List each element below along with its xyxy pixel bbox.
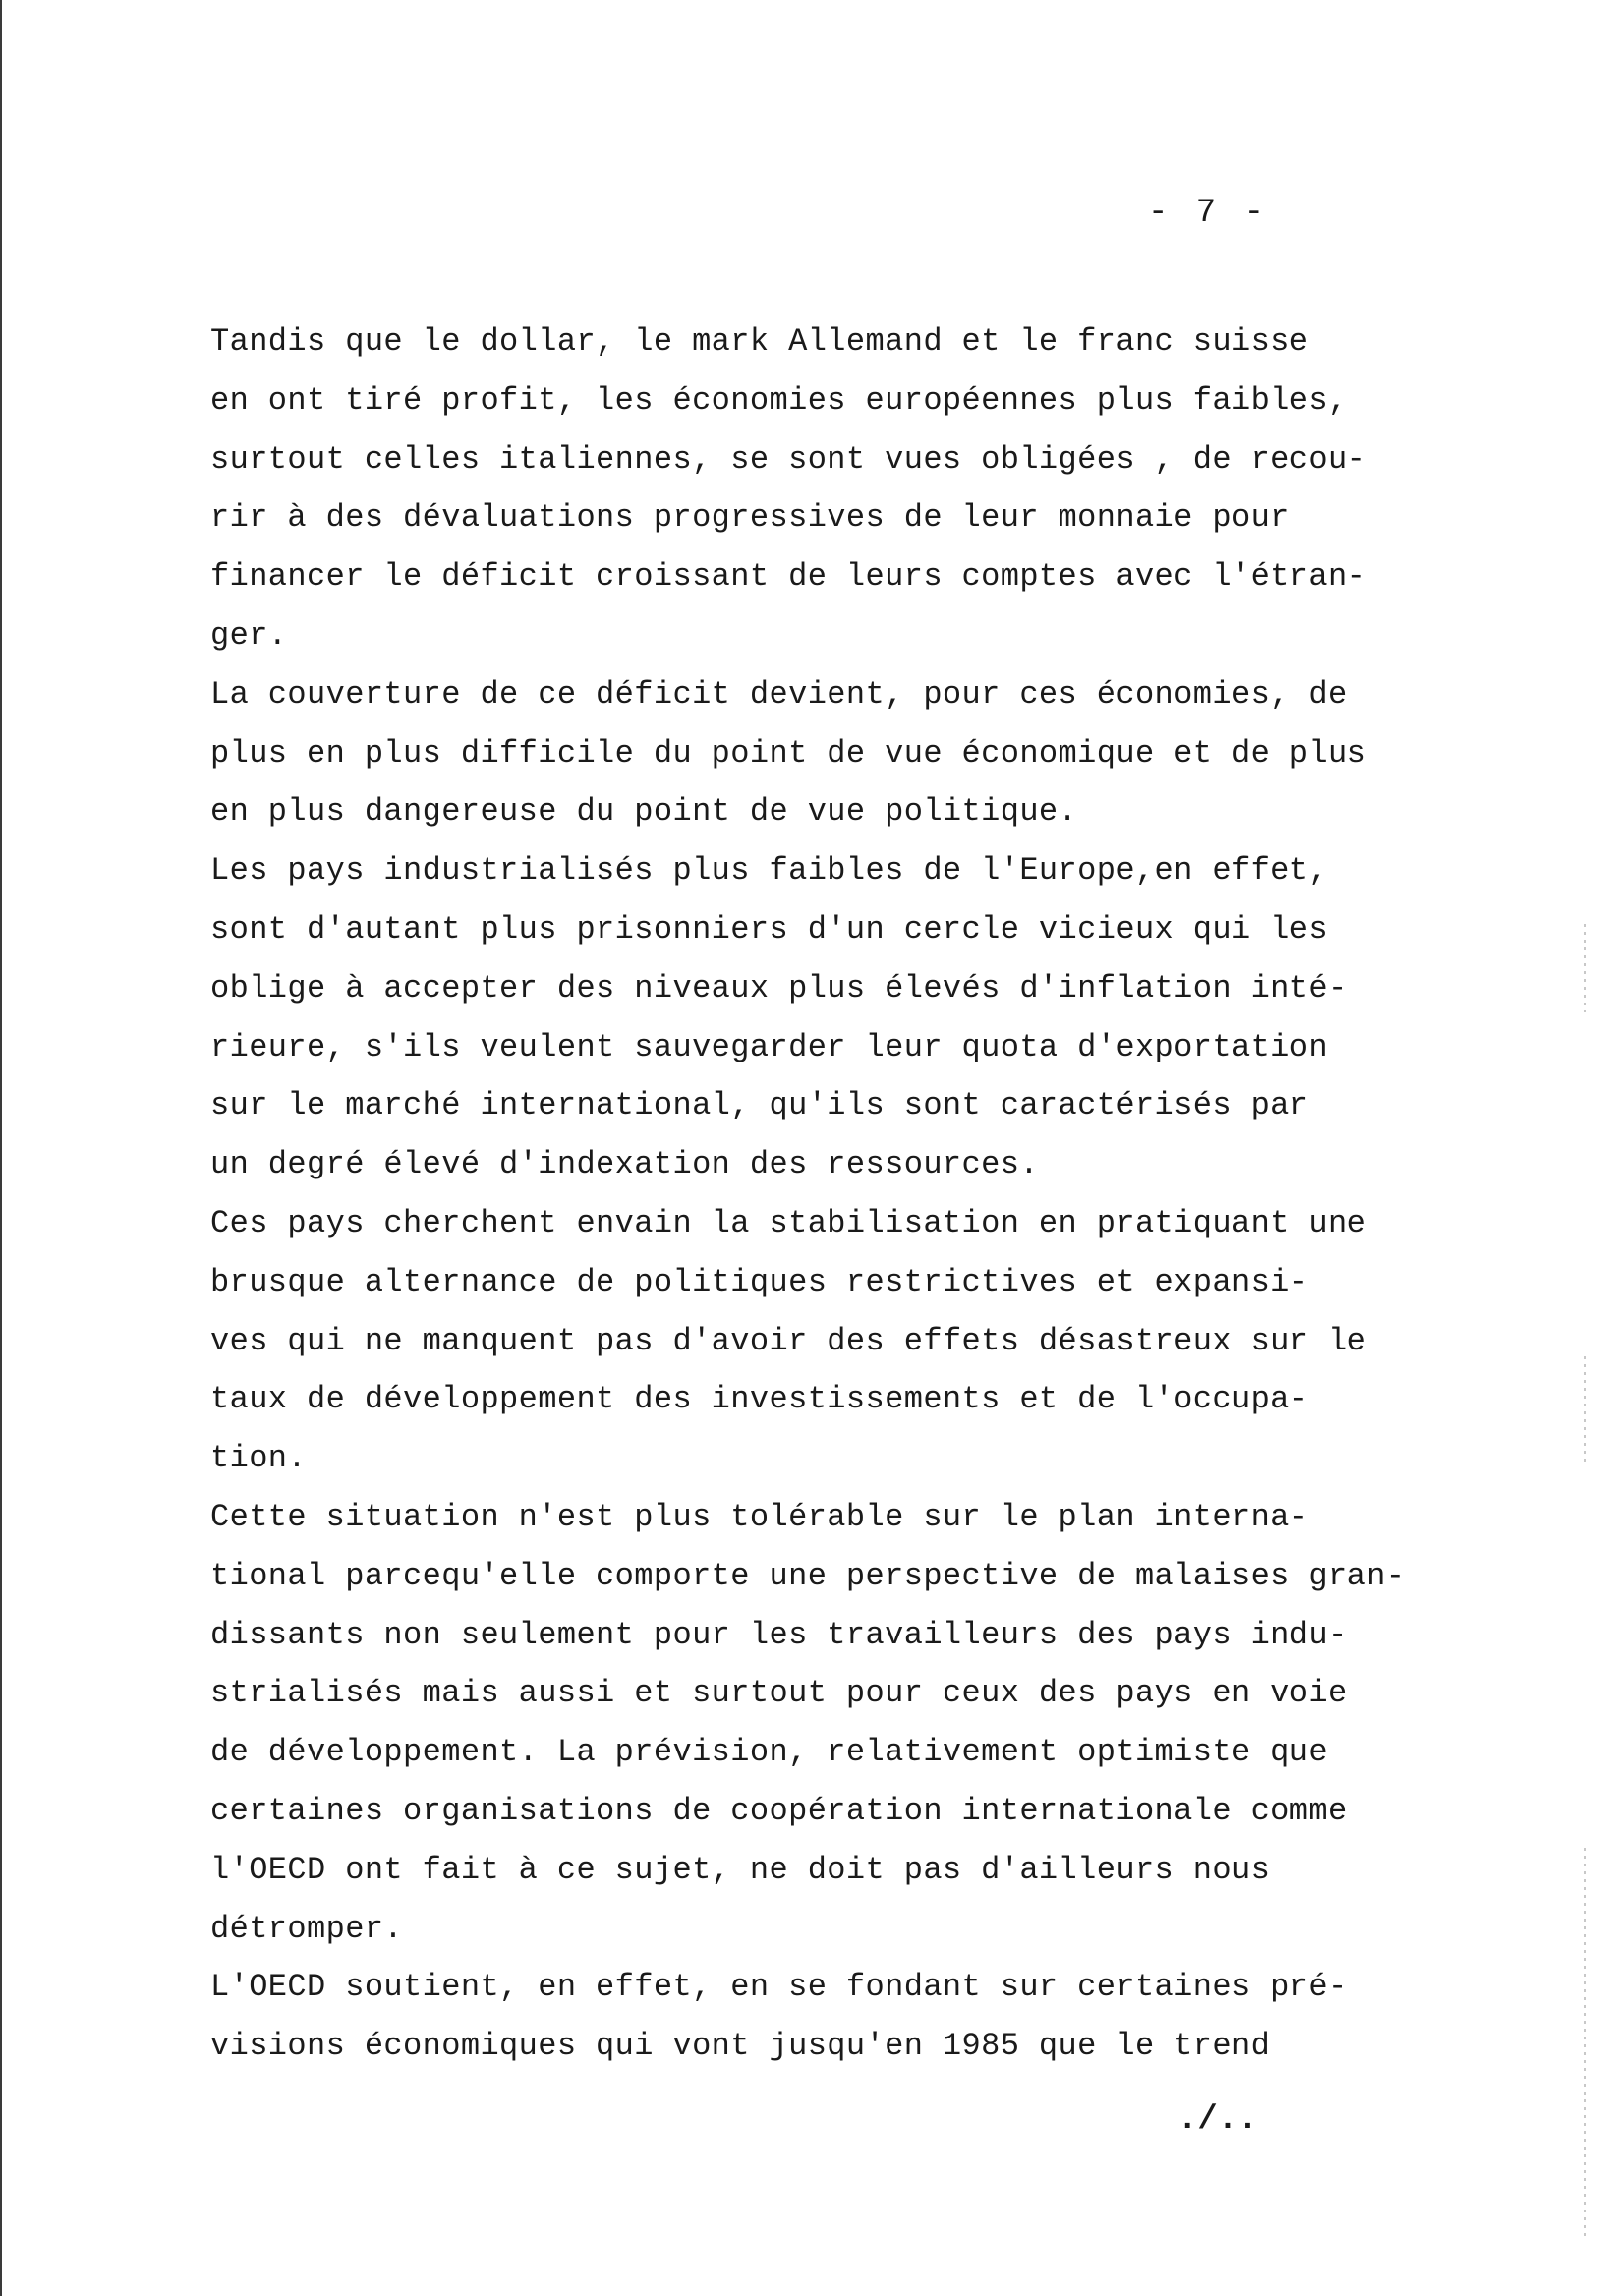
scan-margin-artifact — [1584, 1356, 1586, 1464]
text-line: financer le déficit croissant de leurs comptes avec l'étran- — [210, 558, 1367, 596]
text-line: Les pays industrialisés plus faibles de l'Europe,en effet, — [210, 852, 1328, 890]
text-line: rieure, s'ils veulent sauvegarder leur quota d'exportation — [210, 1028, 1328, 1065]
text-line: oblige à accepter des niveaux plus élevés d'inflation inté- — [210, 969, 1347, 1006]
text-line: en ont tiré profit, les économies européennes plus faibles, — [210, 381, 1347, 419]
text-line: de développement. La prévision, relativement optimiste que — [210, 1734, 1328, 1771]
text-line: Cette situation n'est plus tolérable sur le plan interna- — [210, 1498, 1309, 1535]
text-line: plus en plus difficile du point de vue économique et de plus — [210, 734, 1367, 772]
text-line: surtout celles italiennes, se sont vues obligées , de recou- — [210, 440, 1367, 478]
text-line: visions économiques qui vont jusqu'en 1985 que le trend — [210, 2028, 1271, 2065]
text-line: ger. — [210, 616, 288, 654]
text-line: Ces pays cherchent envain la stabilisation en pratiquant une — [210, 1204, 1367, 1241]
text-line: dissants non seulement pour les travailleurs des pays indu- — [210, 1616, 1347, 1653]
body-text — [210, 313, 1439, 2076]
continuation-mark: ./.. — [1177, 2101, 1258, 2139]
text-line: l'OECD ont fait à ce sujet, ne doit pas d'ailleurs nous — [210, 1851, 1271, 1888]
text-line: L'OECD soutient, en effet, en se fondant sur certaines pré- — [210, 1969, 1347, 2006]
page-number: - 7 - — [1148, 195, 1269, 232]
text-line: strialisés mais aussi et surtout pour ceux des pays en voie — [210, 1675, 1347, 1712]
text-line: Tandis que le dollar, le mark Allemand et le franc suisse — [210, 323, 1309, 360]
scan-margin-artifact — [1584, 1848, 1586, 2241]
scan-left-border — [0, 0, 2, 2296]
text-line: sur le marché international, qu'ils sont caractérisés par — [210, 1087, 1309, 1124]
text-line: tional parcequ'elle comporte une perspective de malaises gran- — [210, 1557, 1405, 1594]
text-line: La couverture de ce déficit devient, pour ces économies, de — [210, 675, 1347, 713]
text-line: brusque alternance de politiques restrictives et expansi- — [210, 1263, 1309, 1300]
text-line: taux de développement des investissements et de l'occupa- — [210, 1381, 1309, 1418]
text-line: tion. — [210, 1440, 308, 1477]
text-line: sont d'autant plus prisonniers d'un cercle vicieux qui les — [210, 910, 1328, 947]
text-line: détromper. — [210, 1910, 404, 1947]
text-line: un degré élevé d'indexation des ressources. — [210, 1146, 1039, 1183]
scan-margin-artifact — [1584, 924, 1586, 1012]
text-line: rir à des dévaluations progressives de leur monnaie pour — [210, 499, 1289, 537]
text-line: certaines organisations de coopération internationale comme — [210, 1792, 1347, 1829]
text-line: en plus dangereuse du point de vue politique. — [210, 793, 1078, 831]
text-line: ves qui ne manquent pas d'avoir des effets désastreux sur le — [210, 1322, 1367, 1359]
